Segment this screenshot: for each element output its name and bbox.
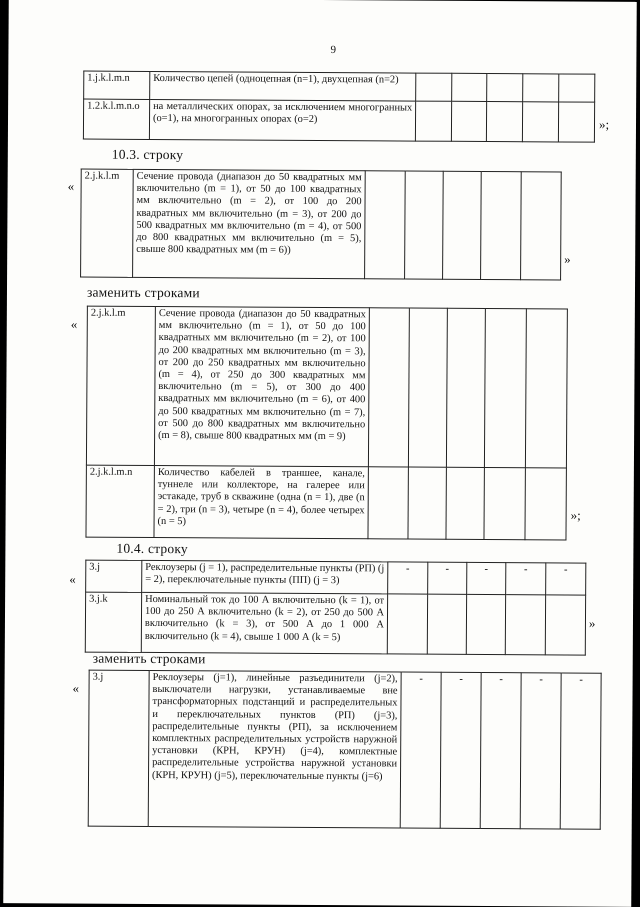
opening-quote: « xyxy=(72,680,80,696)
section-heading-replace: заменить строками xyxy=(86,284,200,301)
opening-quote: « xyxy=(69,571,76,587)
dash-cell: - xyxy=(400,672,441,828)
dash-cell: - xyxy=(520,673,561,829)
row-description: Номинальный ток до 100 А включительно (k = 1), от 100 до 250 А включительно (k = 2), от 250 до 500 А включительно (k = 3), от 500 А до 1 000 А включительно (k = 4), свыше 1 000 А (k = 5) xyxy=(141,592,387,654)
table-row xyxy=(81,169,562,280)
row-code: 3.j xyxy=(88,670,149,826)
opening-quote: « xyxy=(70,316,78,332)
section-heading-10-4: 10.4. строку xyxy=(116,540,188,557)
dash-cell: - xyxy=(428,562,467,594)
row-code: 1.j.k.l.m.n xyxy=(84,71,150,99)
row-code: 2.j.k.l.m xyxy=(81,169,134,277)
row-description: Сечение провода (диапазон до 50 квадратных мм включительно (m = 1), от 50 до 100 квадратных мм включительно (m = 2), от 100 до 200 квадратных мм включительно (m = 3), от 200 до 500 квадратных мм включительно (m = 4), от 500 до 800 квадратных мм включительно (m = 5), свыше 800 квадратных мм (m = 6)) xyxy=(133,169,366,278)
row-description: Количество цепей (одноцепная (n=1), двухцепная (n=2) xyxy=(150,71,416,101)
table-block-1 xyxy=(83,71,595,143)
page-number: 9 xyxy=(330,44,336,57)
section-heading-10-3: 10.3. строку xyxy=(111,146,184,163)
row-description: Количество кабелей в траншее, канале, туннеле или коллекторе, на галерее или эстакаде, труб в скважине (одна (n = 1), две (n = 2), три (n = 3), четыре (n = 4), более четырех (n = 5) xyxy=(154,465,368,538)
table-row xyxy=(84,71,595,102)
closing-quote: »; xyxy=(598,116,610,132)
table-block-4 xyxy=(85,560,587,656)
closing-quote: » xyxy=(564,251,571,267)
table-row xyxy=(85,592,585,655)
row-code: 3.j xyxy=(86,560,142,592)
closing-quote: »; xyxy=(570,507,581,523)
row-description: на металлических опорах, за исключением многогранных (о=1), на многогранных опорах (о=2) xyxy=(149,99,415,141)
document-page xyxy=(3,0,637,907)
row-code: 2.j.k.l.m.n xyxy=(86,465,154,537)
table-row xyxy=(86,560,586,595)
row-description: Сечение провода (диапазон до 50 квадратных мм включительно (m = 1), от 50 до 100 квадратных мм включительно (m = 2), от 100 до 200 квадратных мм включительно (m = 3), от 200 до 250 квадратных мм включительно (m = 4), от 250 до 300 квадратных мм включительно (m = 5), от 300 до 400 квадратных мм включительно (m = 6), от 400 до 500 квадратных мм включительно (m = 7), от 500 до 800 квадратных мм включительно (m = 8), свыше 800 квадратных мм (m = 9) xyxy=(154,306,369,466)
dash-cell: - xyxy=(388,562,428,594)
table-block-5 xyxy=(88,670,602,830)
section-heading-replace: заменить строками xyxy=(92,650,206,667)
dash-cell: - xyxy=(506,563,546,595)
closing-quote: » xyxy=(588,615,596,631)
dash-cell: - xyxy=(546,563,586,595)
table-block-3 xyxy=(85,306,567,541)
dash-cell: - xyxy=(440,672,481,828)
dash-cell: - xyxy=(467,562,506,594)
row-description: Реклоузеры (j = 1), распределительные пункты (РП) (j = 2), переключательные пункты (ПП) (j = 3) xyxy=(142,560,388,594)
table-row xyxy=(86,306,567,468)
table-row xyxy=(88,670,601,829)
row-code: 2.j.k.l.m xyxy=(86,306,155,465)
table-block-2 xyxy=(80,169,562,281)
row-code: 1.2.k.l.m.n.o xyxy=(83,99,149,139)
row-code: 3.j.k xyxy=(85,592,141,652)
dash-cell: - xyxy=(480,672,521,828)
opening-quote: « xyxy=(67,178,75,194)
row-description: Реклоузеры (j=1), линейные разъединители (j=2), выключатели нагрузки, устанавливаемые вне трансформаторных подстанций и распределительных и переключательных пунктов (РП) (j=3), распределительные пункты (РП), за исключением комплектных распределительных устройств наружной установки (КРН, КРУН) (j=4), комплектные распределительные устройства наружной установки (КРН, КРУН) (j=5), переключательные пункты (j=6) xyxy=(148,670,401,828)
table-row xyxy=(83,99,594,142)
table-row xyxy=(86,465,566,540)
dash-cell: - xyxy=(560,673,601,829)
